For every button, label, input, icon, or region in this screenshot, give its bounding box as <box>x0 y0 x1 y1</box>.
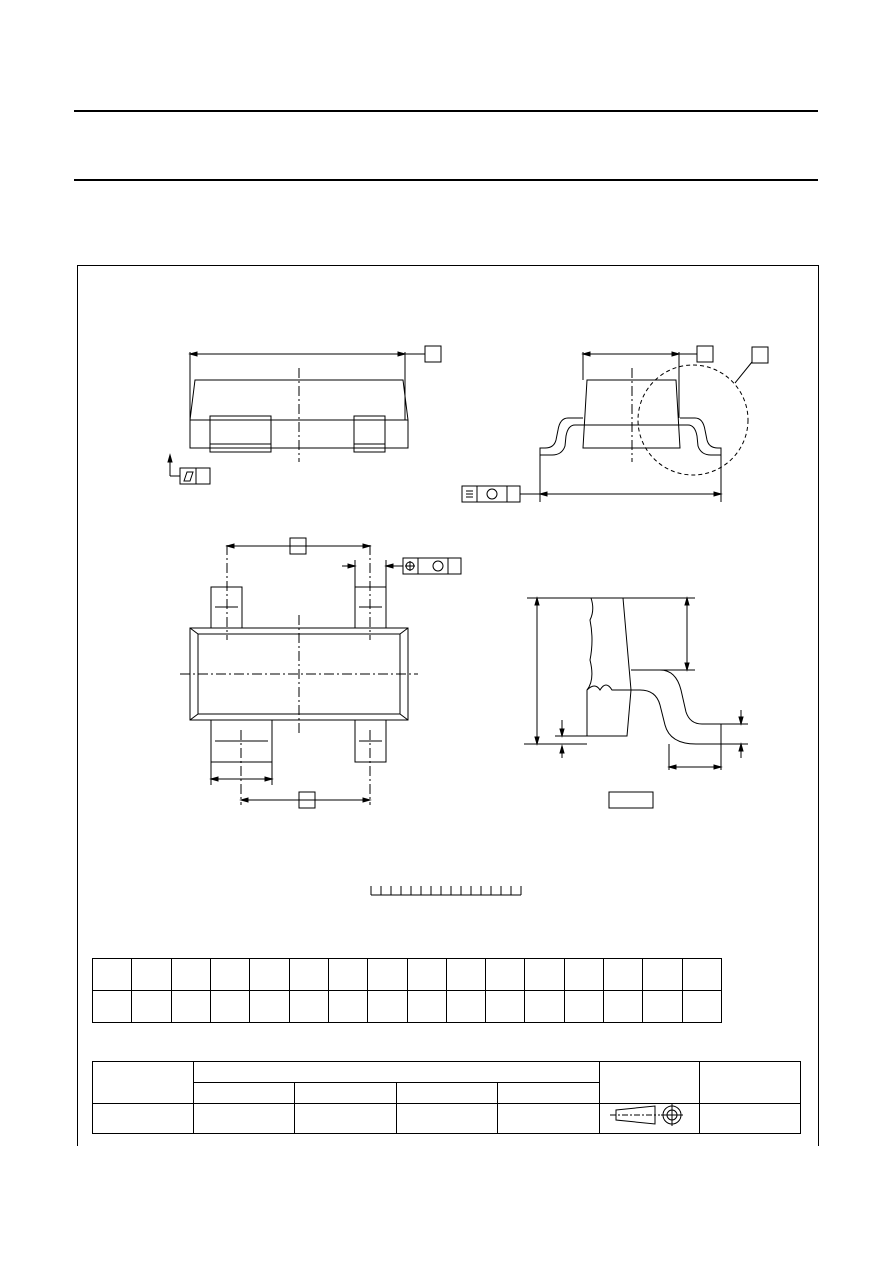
dimension-table-cell <box>171 959 210 991</box>
dimension-table-cell <box>250 991 289 1023</box>
dimension-table-cell <box>368 959 407 991</box>
outline-version-table <box>92 1061 801 1134</box>
ref-extra-cell <box>498 1104 600 1134</box>
dimension-table-cell <box>328 959 367 991</box>
dimension-table-cell <box>486 959 525 991</box>
dimension-table-row <box>93 959 722 991</box>
ref-jeita-header <box>396 1083 498 1104</box>
issue-date-header <box>700 1062 801 1104</box>
dimension-table-cell <box>407 959 446 991</box>
top-view <box>180 538 461 808</box>
ref-jedec-header <box>295 1083 397 1104</box>
dimension-table-cell <box>210 991 249 1023</box>
dimension-table-cell <box>564 959 603 991</box>
ref-jedec-cell <box>295 1104 397 1134</box>
dimension-table-cell <box>289 959 328 991</box>
dimension-table-cell <box>525 991 564 1023</box>
dimension-table-cell <box>604 959 643 991</box>
dimension-table-cell <box>328 991 367 1023</box>
side-view <box>168 346 441 484</box>
dimension-table-row <box>93 991 722 1023</box>
dimension-table-cell <box>250 959 289 991</box>
dimension-table-cell <box>368 991 407 1023</box>
dimension-table-cell <box>132 959 171 991</box>
detail-label-box <box>609 792 653 808</box>
dimension-table-cell <box>446 959 485 991</box>
dimension-table-cell <box>682 959 721 991</box>
lead-detail <box>524 598 748 808</box>
dimension-table-cell <box>93 991 132 1023</box>
dimension-table-cell <box>407 991 446 1023</box>
projection-header <box>599 1062 700 1104</box>
ref-iec-cell <box>193 1104 295 1134</box>
dimension-table-cell <box>643 991 682 1023</box>
dimension-table-cell <box>132 991 171 1023</box>
end-view <box>462 346 768 502</box>
outline-version-cell <box>93 1104 194 1134</box>
dimension-table-cell <box>643 959 682 991</box>
dimension-table-cell <box>682 991 721 1023</box>
references-header <box>193 1062 599 1083</box>
dimension-table-cell <box>93 959 132 991</box>
dimension-table-cell <box>564 991 603 1023</box>
projection-cell <box>599 1104 700 1134</box>
issue-date-cell <box>700 1104 801 1134</box>
outline-version-header <box>93 1062 194 1104</box>
dimension-table-cell <box>289 991 328 1023</box>
dimension-table <box>92 958 722 1023</box>
scale-bar <box>371 886 521 895</box>
datum-box-side <box>425 346 441 362</box>
detail-callout-box <box>752 347 768 363</box>
ref-extra-header <box>498 1083 600 1104</box>
dimension-table-cell <box>486 991 525 1023</box>
datum-box-end <box>697 346 713 362</box>
ref-iec-header <box>193 1083 295 1104</box>
dimension-table-cell <box>210 959 249 991</box>
dimension-table-cell <box>604 991 643 1023</box>
dimension-table-cell <box>446 991 485 1023</box>
dimension-table-cell <box>525 959 564 991</box>
dimension-table-cell <box>171 991 210 1023</box>
ref-jeita-cell <box>396 1104 498 1134</box>
flatness-callout <box>180 468 210 484</box>
